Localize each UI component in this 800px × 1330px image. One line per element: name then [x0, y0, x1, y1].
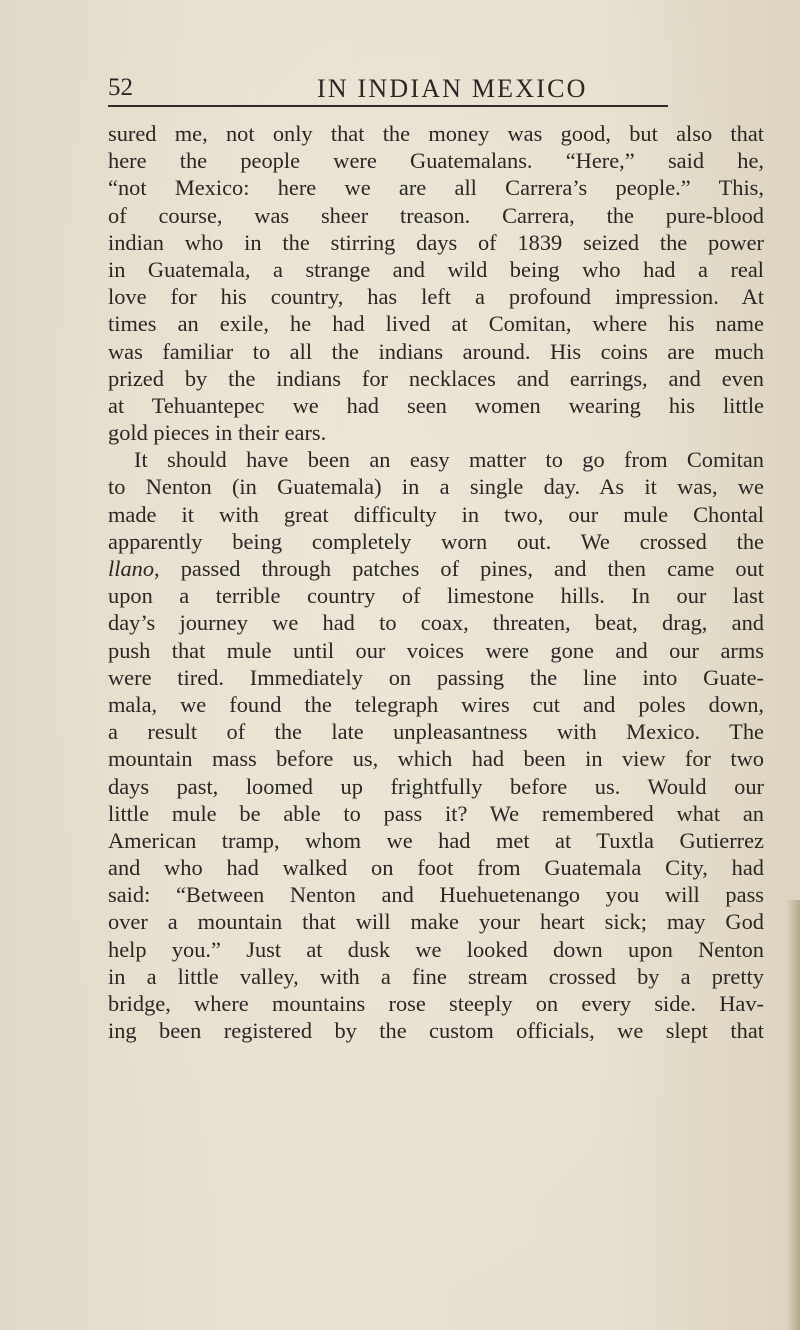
text-line: mountain mass before us, which had been in view for two [108, 746, 764, 772]
text-line: days past, loomed up frightfully before us. Would our [108, 773, 764, 799]
text-line: was familiar to all the indians around. His coins are much [108, 338, 764, 364]
text-line: were tired. Immediately on passing the line into Guate- [108, 664, 764, 690]
text-line: ing been registered by the custom officials, we slept that [108, 1018, 764, 1044]
body-text [108, 120, 764, 1044]
text-line: It should have been an easy matter to go from Comitan [134, 447, 764, 473]
text-line: of course, was sheer treason. Carrera, the pure-blood [108, 202, 764, 228]
page-number: 52 [108, 74, 133, 101]
text-line: and who had walked on foot from Guatemala City, had [108, 855, 764, 881]
text-line: to Nenton (in Guatemala) in a single day. As it was, we [108, 474, 764, 500]
text-line: a result of the late unpleasantness with Mexico. The [108, 719, 764, 745]
text-line: “not Mexico: here we are all Carrera’s people.” This, [108, 175, 764, 201]
text-line: llano, passed through patches of pines, and then came out [108, 556, 764, 581]
text-line: help you.” Just at dusk we looked down upon Nenton [108, 936, 764, 962]
header-rule [108, 105, 668, 107]
text-line: bridge, where mountains rose steeply on every side. Hav- [108, 991, 764, 1016]
text-line: sured me, not only that the money was good, but also that [108, 121, 764, 146]
text-line: love for his country, has left a profound impression. At [108, 284, 764, 310]
text-line: here the people were Guatemalans. “Here,” said he, [108, 148, 764, 174]
text-line: made it with great difficulty in two, our mule Chontal [108, 501, 764, 527]
text-line: American tramp, whom we had met at Tuxtla Gutierrez [108, 827, 764, 853]
text-line: upon a terrible country of limestone hills. In our last [108, 583, 764, 609]
text-line: prized by the indians for necklaces and earrings, and even [108, 365, 764, 391]
text-line: said: “Between Nenton and Huehuetenango you will pass [108, 882, 764, 908]
page-edge-shadow [786, 900, 800, 1330]
text-line: in Guatemala, a strange and wild being who had a real [108, 256, 764, 282]
italic-word: llano [108, 556, 155, 581]
text-line: over a mountain that will make your heart sick; may God [108, 909, 764, 935]
text-line: times an exile, he had lived at Comitan, where his name [108, 311, 764, 337]
text-line: little mule be able to pass it? We remembered what an [108, 800, 764, 826]
running-title: IN INDIAN MEXICO [317, 74, 588, 103]
running-head [108, 72, 668, 112]
text-line: indian who in the stirring days of 1839 seized the power [108, 229, 764, 255]
text-line: apparently being completely worn out. We crossed the [108, 528, 764, 554]
text-line: gold pieces in their ears. [108, 420, 327, 446]
text-line: push that mule until our voices were gone and our arms [108, 637, 764, 663]
text-line: at Tehuantepec we had seen women wearing his little [108, 392, 764, 418]
text-line: day’s journey we had to coax, threaten, beat, drag, and [108, 610, 764, 636]
text-line: in a little valley, with a fine stream crossed by a pretty [108, 963, 764, 989]
text-line: mala, we found the telegraph wires cut and poles down, [108, 691, 764, 717]
